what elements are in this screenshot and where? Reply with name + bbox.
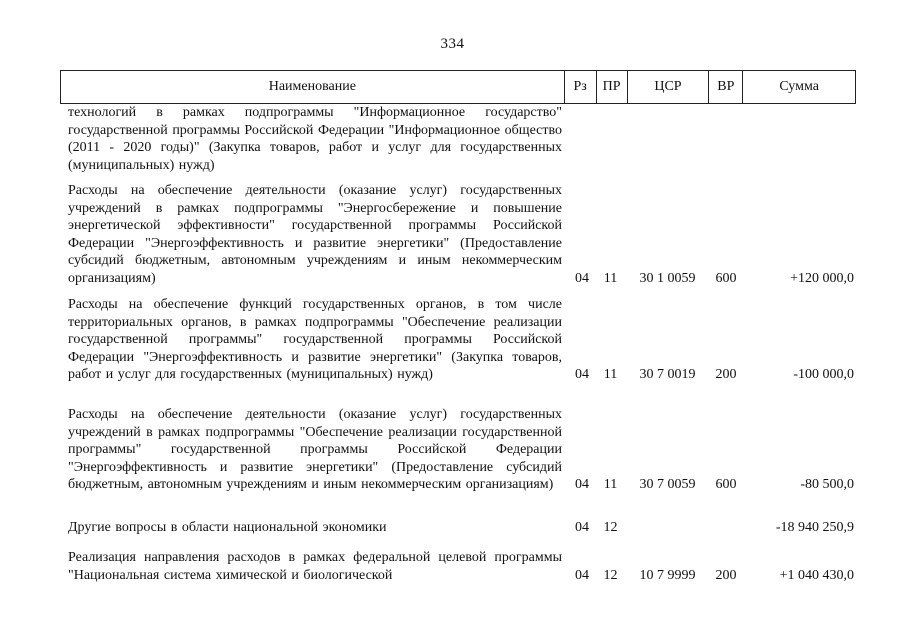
row-rz: 04 <box>575 477 589 493</box>
row-vr: 600 <box>715 477 737 493</box>
row-sum: +120 000,0 <box>790 270 854 286</box>
row-sum <box>744 104 856 174</box>
row-pr: 12 <box>603 520 618 535</box>
row-description: Расходы на обеспечение деятельности (оказание услуг) государственных учреждений в рамках подпрограммы "Обеспечение реализации государственной программы" государственной программы Российской Федерации "Энергоэффективность и развитие энергетики" (Предоставление субсидий бюджетным, автономным учреждениям и иным некоммерческим организациям) <box>68 407 562 493</box>
row-description: Расходы на обеспечение деятельности (оказание услуг) государственных учреждений в рамках подпрограммы "Энергосбережение и повышение энергетической эффективности" государственной программы Российской Федерации "Энергоэффективность и развитие энергетики" (Предоставление субсидий бюджетным, автономным учреждениям и иным некоммерческим организациям) <box>68 183 562 286</box>
row-sum: +1 040 430,0 <box>779 567 854 583</box>
table-row <box>60 549 856 584</box>
row-pr: 12 <box>603 567 618 583</box>
row-sum: -100 000,0 <box>793 367 854 383</box>
row-description: Реализация направления расходов в рамках федеральной целевой программы "Национальная система химической и биологической <box>68 550 562 583</box>
table-header <box>60 70 856 104</box>
column-header-sum: Сумма <box>779 79 819 94</box>
row-sum: -18 940 250,9 <box>775 520 854 535</box>
row-csr <box>623 519 708 537</box>
row-rz: 04 <box>575 367 589 383</box>
row-pr: 11 <box>603 270 618 286</box>
row-vr: 200 <box>715 367 737 383</box>
row-csr: 10 7 9999 <box>639 567 696 583</box>
column-header-name: Наименование <box>61 71 565 103</box>
column-header-csr: ЦСР <box>628 71 710 103</box>
row-csr: 30 7 0019 <box>639 367 696 383</box>
column-header-pr: ПР <box>597 71 628 103</box>
row-vr <box>708 519 744 537</box>
row-vr: 600 <box>715 270 737 286</box>
row-pr: 11 <box>603 367 618 383</box>
row-csr: 30 7 0059 <box>639 477 696 493</box>
row-pr: 11 <box>603 477 618 493</box>
row-rz: 04 <box>575 520 589 535</box>
row-vr: 200 <box>715 567 737 583</box>
row-rz: 04 <box>575 567 589 583</box>
table-row <box>60 519 856 537</box>
column-header-vr: ВР <box>709 71 743 103</box>
table-row <box>60 296 856 384</box>
row-csr <box>623 104 708 174</box>
row-rz: 04 <box>575 270 589 286</box>
row-csr: 30 1 0059 <box>639 270 696 286</box>
page-number: 334 <box>440 36 465 52</box>
column-header-rz: Рз <box>565 71 597 103</box>
row-pr <box>592 104 623 174</box>
table-row <box>60 182 856 288</box>
table-row <box>60 406 856 494</box>
row-description: Расходы на обеспечение функций государственных органов, в том числе территориальных органов, в рамках подпрограммы "Обеспечение реализации государственной программы" государственной программы Российской Федерации "Энергоэффективность и развитие энергетики" (Закупка товаров, работ и услуг для государственных (муниципальных) нужд) <box>68 297 562 383</box>
table-row <box>60 104 856 174</box>
row-description: технологий в рамках подпрограммы "Информационное государство" государственной программы Российской Федерации "Информационное общество (2011 - 2020 годы)" (Закупка товаров, работ и услуг для государственных (муниципальных) нужд) <box>68 105 562 173</box>
row-description: Другие вопросы в области национальной экономики <box>68 520 387 535</box>
row-sum: -80 500,0 <box>800 477 854 493</box>
row-rz <box>562 104 592 174</box>
row-vr <box>708 104 744 174</box>
